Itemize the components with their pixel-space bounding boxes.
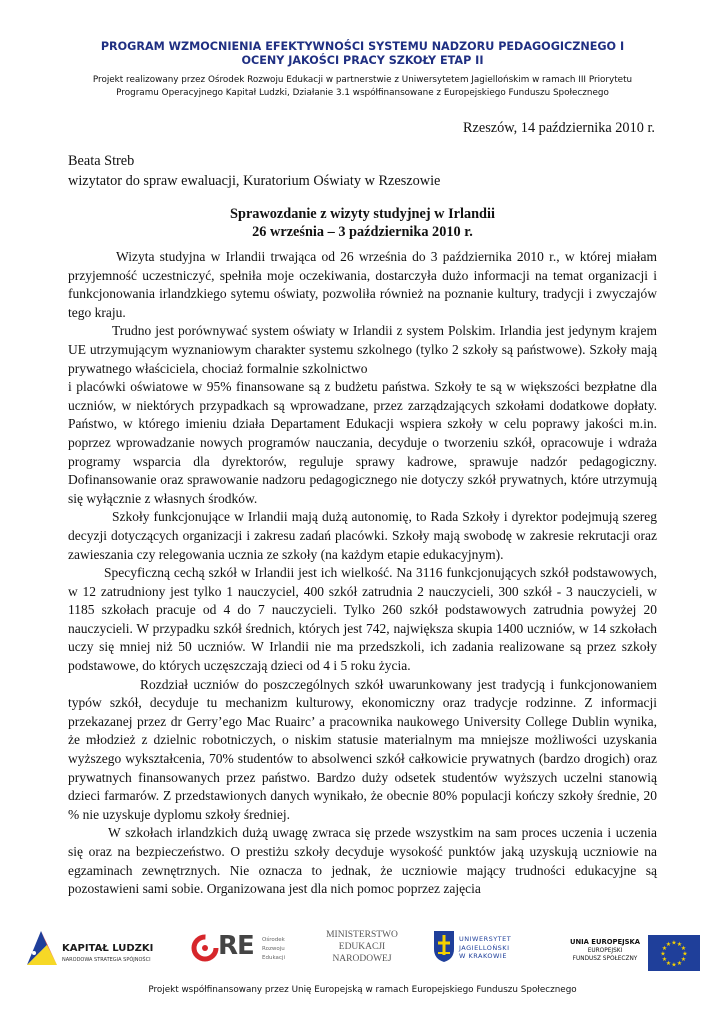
paragraph-4: Szkoły funkcjonujące w Irlandii mają dużą autonomię, to Rada Szkoły i dyrektor podejmują szereg decyzji dotyczących organizacji i zakresu zadań placówki. Szkoły mają swobodę w zakresie rekrutacji oraz zawieszania czy relegowania ucznia ze szkoły (na każdym etapie edukacyjnym).	[68, 509, 657, 562]
ore-name	[262, 936, 285, 963]
ue-line3: FUNDUSZ SPOŁECZNY	[572, 956, 638, 962]
uj-line2: JAGIELLOŃSKI	[459, 943, 510, 952]
eu-star-icon: ★	[676, 942, 683, 948]
footer-text: Projekt współfinansowany przez Unię Europejską w ramach Europejskiego Funduszu Społecznego	[148, 985, 577, 995]
ore-logo	[190, 931, 300, 971]
eu-star-icon: ★	[676, 961, 683, 967]
paragraph-3: i placówki oświatowe w 95% finansowane są z budżetu państwa. Szkoły te są w większości bezpłatne dla uczniów, w niektórych przypadkach są wprowadzane, przez zarządzających szkołami dodatkowe dopłaty. Państwo, w którego imieniu działa Departament Edukacji wspiera szkoły w celu poprawy jakości m.in. poprzez wprowadzanie nowych programów nauczania, decyduje o tworzeniu szkół, opracowuje i wdraża programy wsparcia dla dyrektorów, reguluje sprawy kadrowe, sprawuje nadzór pedagogiczny. Dofinansowanie oraz sprawowanie nadzoru pedagogicznego nie dotyczy szkół prywatnych, które utrzymują się wyłącznie z własnych środków.	[68, 379, 657, 506]
ore-letters: RE	[218, 931, 254, 961]
paragraph-6: Rozdział uczniów do poszczególnych szkół uwarunkowany jest tradycją i funkcjonowaniem typów szkół, decyduje tu mechanizm kulturowy, ekonomiczny oraz tradycje rodzinne. Z informacji przekazanej przez dr Gerry’ego Mac Ruairc’ a pracownika naukowego University College Dublin wynika, że młodzież z dzielnic robotniczych, o niskim statusie materialnym ma mniejsze możliwości uzyskania wyższego wykształcenia, 70% studentów to absolwenci szkół całkowicie prywatnych (bardzo drogich) oraz prywatnych finansowanych przez państwo. Bardzo duży odsetek studentów wyższych uczelni stanowią dzieci farmarów. Z przedstawionych danych wynikało, że obecnie 80% populacji kończy szkoły średnie, 20 % nie uzyskuje dyplomu szkoły średniej.	[68, 676, 657, 822]
uj-logo	[432, 927, 532, 973]
men-line3: NARODOWEJ	[332, 954, 392, 964]
report-body	[68, 248, 657, 899]
paragraph-1: Wizyta studyjna w Irlandii trwająca od 26 września do 3 października 2010 r., w której miałam przyjemność uczestniczyć, spełniła moje oczekiwania, dostarczyła dużo informacji na temat organizacji i funkcjonowania irlandzkiego sytemu oświaty, pozwoliła również na poznanie kultury, tradycji i zwyczajów tego kraju.	[68, 249, 657, 320]
men-line1: MINISTERSTWO	[326, 930, 398, 940]
report-title-line1: Sprawozdanie z wizyty studyjnej w Irlandii	[230, 206, 495, 222]
paragraph-2: Trudno jest porównywać system oświaty w Irlandii z system Polskim. Irlandia jest jedynym krajem UE utrzymującym wyznaniowym charakter systemu szkolnego (tylko 2 szkoły są państwowe). Szkoły mają prywatnego właściciela, chociaż formalnie szkolnictwo	[68, 323, 657, 376]
uj-crest-icon	[432, 929, 456, 963]
ore-line3: Edukacji	[262, 955, 285, 961]
program-title-line1: PROGRAM WZMOCNIENIA EFEKTYWNOŚCI SYSTEMU NADZORU PEDAGOGICZNEGO I	[100, 40, 625, 53]
kapital-ludzki-icon	[25, 927, 59, 967]
ore-circle-icon	[190, 933, 220, 963]
project-subtitle: Projekt realizowany przez Ośrodek Rozwoju Edukacji w partnerstwie z Uniwersytetem Jagiellońskim w ramach III Priorytetu Programu Operacyjnego Kapitał Ludzki, Działanie 3.1 współfinansowane z Europejskiego Funduszu Społecznego	[92, 75, 633, 98]
kapital-ludzki-title: KAPITAŁ LUDZKI	[62, 943, 154, 954]
paragraph-7: W szkołach irlandzkich dużą uwagę zwraca się przede wszystkim na sam proces uczenia i uczenia się oraz na bezpieczeństwo. O prestiżu szkoły decyduje wysokość punktów jaką uzyskują uczniowie na egzaminach zewnętrznych. Nie oznacza to jednak, że uczniowie mający trudności edukacyjne są pozostawieni sami sobie. Organizowana jest dla nich pomoc poprzez zajęcia	[68, 825, 657, 897]
ore-line2: Rozwoju	[262, 946, 285, 952]
eu-star-icon: ★	[661, 946, 668, 952]
author-role: wizytator do spraw ewaluacji, Kuratorium Oświaty w Rzeszowie	[68, 173, 441, 189]
ue-line1: UNIA EUROPEJSKA	[569, 938, 641, 946]
author-block	[68, 151, 440, 191]
paragraph-5: Specyficzną cechą szkół w Irlandii jest ich wielkość. Na 3116 funkcjonujących szkół podstawowych, w 12 zatrudniony jest tylko 1 nauczyciel, 400 szkół zatrudnia 2 nauczycieli, 300 szkół - 3 nauczycieli, w 1185 szkołach pracuje od 4 do 7 nauczycieli. Tylko 260 szkół podstawowych zatrudnia powyżej 20 nauczycieli. W przypadku szkół średnich, których jest 742, największa skupia 1400 uczniów, w 14 szkołach uczy się mniej niż 50 uczniów. W Irlandii nie ma przedszkoli, ich zadania realizowane są przez szkoły podstawowe, do których uczęszczają dzieci od 4 i 5 roku życia.	[68, 565, 657, 674]
uj-name	[459, 935, 511, 961]
uj-line3: W KRAKOWIE	[459, 952, 507, 960]
kapital-ludzki-logo	[25, 927, 165, 973]
program-title	[40, 40, 685, 68]
eu-flag	[648, 935, 700, 971]
eu-stars-icon	[648, 935, 700, 971]
report-title	[68, 205, 657, 241]
men-logo	[322, 929, 402, 973]
report-title-line2: 26 września – 3 października 2010 r.	[252, 224, 473, 240]
ore-line1: Ośrodek	[262, 937, 285, 943]
program-title-line2: OCENY JAKOŚCI PRACY SZKOŁY ETAP II	[241, 54, 484, 67]
eu-star-icon: ★	[661, 957, 668, 963]
uj-line1: UNIWERSYTET	[459, 935, 512, 943]
eu-star-icon: ★	[680, 946, 687, 952]
letter-date: Rzeszów, 14 października 2010 r.	[462, 120, 655, 136]
ue-text-logo	[565, 937, 645, 973]
kapital-ludzki-sub: NARODOWA STRATEGIA SPÓJNOŚCI	[62, 957, 151, 963]
eu-star-icon: ★	[660, 951, 666, 958]
eu-star-icon: ★	[680, 957, 687, 963]
eu-star-icon: ★	[665, 961, 672, 967]
men-line2: EDUKACJI	[338, 942, 386, 952]
eu-star-icon: ★	[682, 951, 688, 958]
logos-bar	[0, 925, 725, 975]
eu-star-icon: ★	[671, 940, 677, 947]
ue-line2: EUROPEJSKI	[587, 948, 623, 954]
eu-star-icon: ★	[671, 962, 677, 969]
eu-star-icon: ★	[665, 942, 672, 948]
author-name: Beata Streb	[68, 153, 135, 169]
